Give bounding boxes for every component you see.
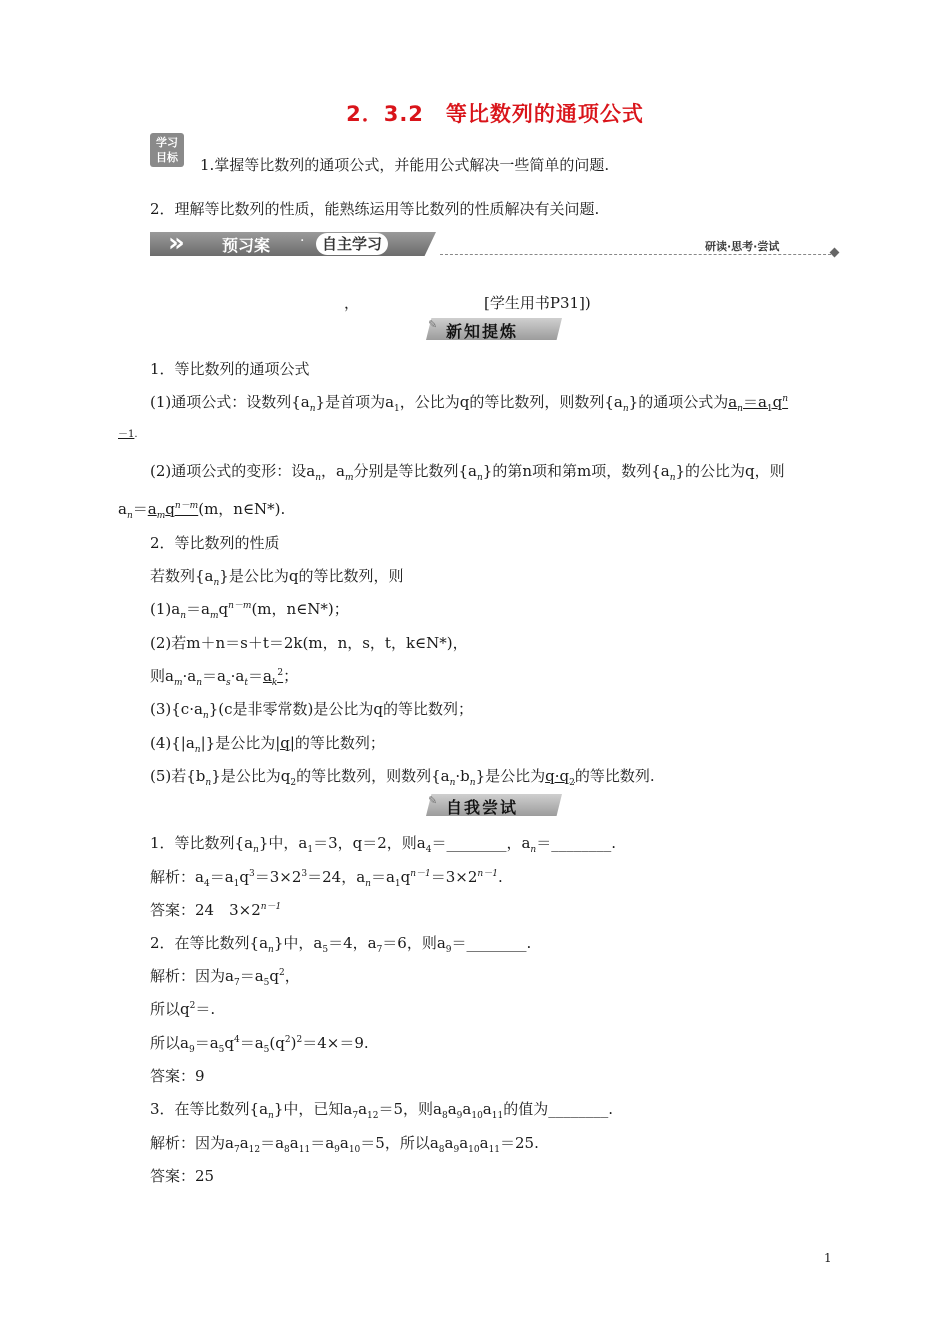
text-run: (5)若{b bbox=[150, 767, 206, 785]
text-run: a bbox=[728, 393, 738, 411]
answer-fill: |q| bbox=[275, 734, 295, 752]
banner-dot: · bbox=[300, 233, 305, 249]
banner-divider bbox=[440, 254, 836, 255]
banner-pill-label: 自主学习 bbox=[316, 233, 388, 255]
text-run: . bbox=[497, 868, 503, 886]
text-run: q bbox=[269, 967, 279, 985]
text-run: ·b bbox=[455, 767, 470, 785]
page-number: 1 bbox=[824, 1251, 832, 1265]
text-run: }是首项为a bbox=[315, 393, 395, 411]
banner-right-label: 研读·思考·尝试 bbox=[705, 240, 780, 253]
text-run: a bbox=[479, 1134, 489, 1152]
text-run: a bbox=[459, 1134, 469, 1152]
diamond-icon bbox=[830, 248, 840, 258]
ref-comma: ， bbox=[344, 294, 360, 312]
exercise-3: 3．在等比数列$\{a_n\}$中，已知$a_7a_{12}=5$，则$a_8a_9a_{10}a_{11}$的值为________. bbox=[150, 1100, 613, 1121]
text-run: (3){c·a bbox=[150, 700, 203, 718]
text-run: ＝a bbox=[742, 393, 767, 411]
text-run: 分别是等比数列{a bbox=[353, 462, 477, 480]
text-run: ＝a bbox=[260, 1134, 285, 1152]
heading-properties: 2．等比数列的性质 bbox=[150, 534, 280, 552]
text-run: 所以a bbox=[150, 1034, 189, 1052]
text-run: }的第n项和第m项，数列{a bbox=[482, 462, 670, 480]
text-line: －1. bbox=[118, 429, 138, 440]
text-run: ＝3×2 bbox=[254, 868, 302, 886]
text-run: }中，a bbox=[258, 834, 308, 852]
text-line: (5)若$\{b_n\}$是公比为$q_2$的等比数列，则数列$\{a_n\cdot b_n\}$是公比为$q\cdot q_2$的等比数列. bbox=[150, 767, 655, 788]
text-run: a bbox=[447, 1100, 457, 1118]
heading-general-formula: 1．等比数列的通项公式 bbox=[150, 360, 310, 378]
text-run: a bbox=[339, 1134, 349, 1152]
text-run: 解析：因为a bbox=[150, 967, 234, 985]
text-line: $(1)a_n=a_mq^{n-m}(m$，n∈N*)； bbox=[150, 600, 349, 621]
text-run: ＝a bbox=[239, 1034, 264, 1052]
pen-icon: ✎ bbox=[428, 794, 438, 807]
text-run: ＝a bbox=[310, 1134, 335, 1152]
banner-left-label: 预习案 bbox=[222, 236, 271, 255]
text-run: ＝a bbox=[202, 667, 226, 685]
text-line: $a_n=a_mq^{n-m}(m$，n∈N*). bbox=[118, 500, 286, 521]
text-run: q bbox=[400, 868, 411, 886]
text-run: a bbox=[262, 667, 272, 685]
text-run: ·a bbox=[182, 667, 197, 685]
text-run: ＝a bbox=[186, 600, 210, 618]
text-run: ，公比为q的等比数列，则数列{a bbox=[399, 393, 623, 411]
text-run: 解析：a bbox=[150, 868, 204, 886]
text-run: ＝. bbox=[195, 1000, 216, 1018]
text-run: q bbox=[218, 600, 229, 618]
text-run: ) bbox=[290, 1034, 297, 1052]
text-run: }中，已知a bbox=[273, 1100, 353, 1118]
text-run: 所以q bbox=[150, 1000, 190, 1018]
solution-1: 解析：$a_4=a_1q^3=3\times 2^3=24$，$a_n=a_1q^{n-1}=3\times 2^{n-1}$. bbox=[150, 868, 503, 889]
section-heading-self-test: 自我尝试 bbox=[446, 798, 519, 817]
text-run: ＝4，a bbox=[328, 934, 377, 952]
exercise-2: 2．在等比数列$\{a_n\}$中，$a_5=4$，$a_7=6$，则$a_9=\_\_\_\_\_\_\_\_$. bbox=[150, 934, 532, 955]
text-run: 答案：24 3×2 bbox=[150, 901, 261, 919]
text-run: (4){|a bbox=[150, 734, 195, 752]
pen-icon: ✎ bbox=[428, 318, 438, 331]
text-run: a bbox=[358, 1100, 368, 1118]
text-run: }的通项公式为 bbox=[628, 393, 729, 411]
text-line: $(4)\{|a_n|\}$是公比为|q|的等比数列； bbox=[150, 734, 385, 755]
text-run: q bbox=[224, 1034, 234, 1052]
text-run: ＝a bbox=[370, 868, 395, 886]
text-run: }是公比为q的等比数列，则 bbox=[219, 567, 404, 585]
answer-fill: $a_n=a_1q^n$ bbox=[728, 393, 789, 414]
banner-bar bbox=[150, 232, 436, 256]
text-run: (2)通项公式的变形：设a bbox=[150, 462, 316, 480]
text-line: 若数列$\{a_n\}$是公比为q的等比数列，则 bbox=[150, 567, 404, 588]
exercise-1: 1．等比数列$\{a_n\}$中，$a_1=3$，q＝2，则$a_4=\_\_\_\_\_\_\_\_$，$a_n=\_\_\_\_\_\_\_\_$. bbox=[150, 834, 616, 855]
text-run: a bbox=[289, 1134, 299, 1152]
text-run: ＝a bbox=[194, 1034, 219, 1052]
answer-fill: －1 bbox=[118, 429, 135, 440]
text-run: n－m bbox=[174, 501, 199, 511]
section-heading-new-knowledge: 新知提炼 bbox=[446, 322, 519, 341]
text-run: }是公比为 bbox=[475, 767, 546, 785]
text-run: ＝________. bbox=[536, 834, 616, 852]
text-run: }是公比为q bbox=[211, 767, 291, 785]
objectives-badge bbox=[150, 133, 184, 167]
text-run: a bbox=[462, 1100, 472, 1118]
answer-3: 答案：25 bbox=[150, 1167, 215, 1185]
text-run: ＝ bbox=[247, 667, 263, 685]
text-run: (m，n∈N*)； bbox=[251, 600, 349, 618]
text-run: ＝________，a bbox=[431, 834, 531, 852]
text-line: 则$a_m\cdot a_n=a_s\cdot a_t=a_k^2$； bbox=[150, 667, 299, 688]
answer-fill: $q\cdot q_2$ bbox=[545, 767, 575, 788]
answer-fill: $a_mq^{n-m}$ bbox=[147, 500, 199, 521]
text-run: 的等比数列； bbox=[294, 734, 385, 752]
text-run: ； bbox=[283, 667, 299, 685]
text-run: ＝a bbox=[209, 868, 234, 886]
text-run: a bbox=[118, 500, 127, 518]
text-run: ＝3，q＝2，则a bbox=[313, 834, 426, 852]
text-run: ，a bbox=[321, 462, 345, 480]
text-run: q·q bbox=[545, 767, 570, 785]
text-run: }的公比为q，则 bbox=[675, 462, 785, 480]
answer-2: 答案：9 bbox=[150, 1067, 205, 1085]
text-line: $(3)\{c\cdot a_n\}(c$是非零常数)是公比为q的等比数列； bbox=[150, 700, 473, 721]
text-run: ＝24，a bbox=[307, 868, 366, 886]
text-run: ＝a bbox=[239, 967, 264, 985]
objective-2: 2．理解等比数列的性质，能熟练运用等比数列的性质解决有关问题. bbox=[150, 200, 600, 218]
text-line: (2)通项公式的变形：设$a_n$，$a_m$分别是等比数列$\{a_n\}$的第n项和第m项，数列$\{a_n\}$的公比为q，则 bbox=[150, 462, 785, 483]
solution-3: 解析：因为$a_7a_{12}=a_8a_{11}=a_9a_{10}=5$，所以$a_8a_9a_{10}a_{11}=25$. bbox=[150, 1134, 539, 1155]
text-run: ， bbox=[284, 967, 300, 985]
text-run: (m，n∈N*). bbox=[198, 500, 286, 518]
text-run: (q bbox=[269, 1034, 285, 1052]
text-line: (2)若m＋n＝s＋t＝2k(m，n，s，t，k∈N*)， bbox=[150, 634, 468, 652]
solution-2-line-2: 所以$q^2=$. bbox=[150, 1000, 216, 1018]
text-run: }(c是非零常数)是公比为q的等比数列； bbox=[208, 700, 473, 718]
solution-2-line-3: 所以$a_9=a_5q^4=a_5(q^2)^2=4\times=9$. bbox=[150, 1034, 369, 1055]
text-run: 1．等比数列{a bbox=[150, 834, 254, 852]
text-run: a bbox=[239, 1134, 249, 1152]
text-run: 解析：因为a bbox=[150, 1134, 234, 1152]
answer-fill: $a_k^2$ bbox=[262, 667, 284, 688]
text-run: ·a bbox=[230, 667, 245, 685]
text-run: n bbox=[782, 394, 789, 404]
text-run: a bbox=[444, 1134, 454, 1152]
text-run: 的值为________. bbox=[503, 1100, 613, 1118]
text-run: ＝________. bbox=[451, 934, 532, 952]
text-run: q bbox=[165, 500, 175, 518]
text-run: 的等比数列，则数列{a bbox=[296, 767, 450, 785]
solution-2-line-1: 解析：因为$a_7=a_5q^2$， bbox=[150, 967, 300, 988]
text-run: ＝4×＝9. bbox=[302, 1034, 369, 1052]
text-run: ＝5，所以a bbox=[360, 1134, 439, 1152]
text-run: (1)通项公式：设数列{a bbox=[150, 393, 310, 411]
text-run: q bbox=[239, 868, 249, 886]
text-run: ＝6，则a bbox=[382, 934, 446, 952]
objectives-badge-label: 学习目标 bbox=[156, 136, 178, 164]
text-run: 若数列{a bbox=[150, 567, 214, 585]
page-title: 2．3.2 等比数列的通项公式 bbox=[346, 102, 644, 126]
text-run: ＝5，则a bbox=[378, 1100, 442, 1118]
answer-1: 答案：24 $3\times 2^{n-1}$ bbox=[150, 901, 282, 919]
ref-text: [学生用书P31]) bbox=[484, 294, 591, 312]
text-run: (1)a bbox=[150, 600, 181, 618]
text-run: 2．在等比数列{a bbox=[150, 934, 269, 952]
objective-1: 1.掌握等比数列的通项公式，并能用公式解决一些简单的问题. bbox=[200, 156, 610, 174]
text-run: 的等比数列. bbox=[574, 767, 655, 785]
text-line: (1)通项公式：设数列$\{a_n\}$是首项为$a_1$，公比为q的等比数列，则数列$\{a_n\}$的通项公式为$a_n=a_1q^n$ bbox=[150, 393, 789, 414]
text-run: 则a bbox=[150, 667, 174, 685]
text-run: }中，a bbox=[273, 934, 323, 952]
text-run: ＝25. bbox=[500, 1134, 539, 1152]
text-run: |}是公比为 bbox=[200, 734, 276, 752]
text-run: 3．在等比数列{a bbox=[150, 1100, 269, 1118]
text-run: a bbox=[482, 1100, 492, 1118]
chevron-right-icon: » bbox=[168, 228, 179, 258]
text-run: ＝3×2 bbox=[430, 868, 478, 886]
text-run: ＝ bbox=[132, 500, 148, 518]
text-run: a bbox=[147, 500, 157, 518]
text-run: n－m bbox=[228, 601, 252, 611]
